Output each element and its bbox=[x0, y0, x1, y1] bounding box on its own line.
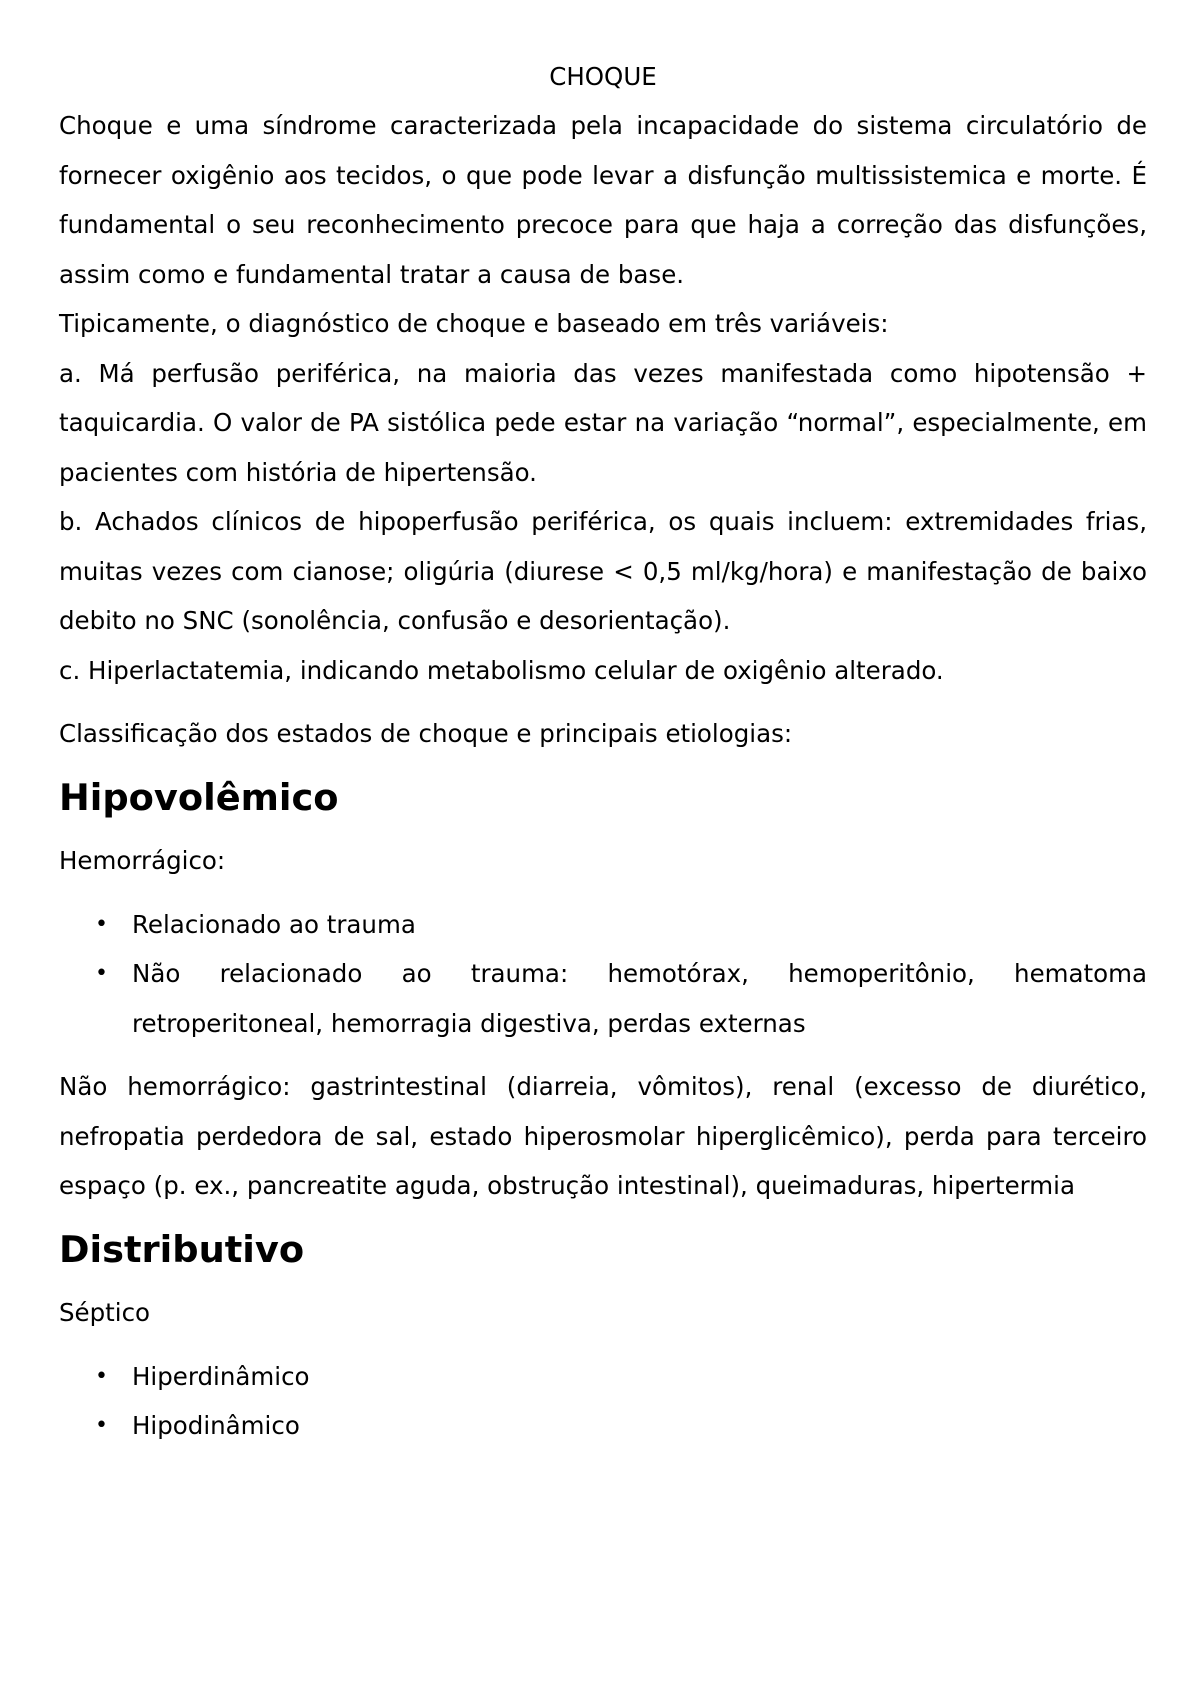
criterion-c: c. Hiperlactatemia, indicando metabolismo celular de oxigênio alterado. bbox=[59, 655, 944, 685]
list-item bbox=[59, 1401, 1147, 1451]
section-heading-distributive: Distributivo bbox=[59, 1227, 305, 1271]
criterion-b: b. Achados clínicos de hipoperfusão periférica, os quais incluem: extremidades frias, muitas vezes com cianose; oligúria (diurese < 0,5 ml/kg/hora) e manifestação de baixo debito no SNC (sonolência, confusão e desorientação). bbox=[59, 507, 1147, 635]
list-item-text: Não relacionado ao trauma: hemotórax, hemoperitônio, hematoma retroperitoneal, hemorragia digestiva, perdas externas bbox=[132, 959, 1147, 1038]
bullet-icon: • bbox=[95, 961, 108, 986]
document-title: CHOQUE bbox=[549, 62, 657, 91]
list-item-text: Hipodinâmico bbox=[132, 1411, 300, 1440]
intro-paragraph: Choque e uma síndrome caracterizada pela incapacidade do sistema circulatório de fornecer oxigênio aos tecidos, o que pode levar a disfunção multissistemica e morte. É fundamental o seu reconhecimento precoce para que haja a correção das disfunções, assim como e fundamental tratar a causa de base. bbox=[59, 111, 1147, 289]
non-hemorrhagic-paragraph: Não hemorrágico: gastrintestinal (diarreia, vômitos), renal (excesso de diurético, nefropatia perdedora de sal, estado hiperosmolar hiperglicêmico), perda para terceiro espaço (p. ex., pancreatite aguda, obstrução intestinal), queimaduras, hipertermia bbox=[59, 1072, 1147, 1200]
diagnosis-intro: Tipicamente, o diagnóstico de choque e baseado em três variáveis: bbox=[59, 309, 889, 338]
bullet-icon: • bbox=[95, 1363, 108, 1389]
list-item bbox=[59, 1352, 1147, 1402]
criterion-a: a. Má perfusão periférica, na maioria das vezes manifestada como hipotensão + taquicardia. O valor de PA sistólica pede estar na variação “normal”, especialmente, em pacientes com história de hipertensão. bbox=[59, 358, 1147, 487]
bullet-icon: • bbox=[95, 1413, 108, 1438]
septic-label: Séptico bbox=[59, 1298, 151, 1327]
section-heading-hypovolemic: Hipovolêmico bbox=[59, 775, 339, 819]
list-item bbox=[59, 900, 1147, 950]
bullet-icon: • bbox=[95, 911, 108, 937]
hemorrhagic-label: Hemorrágico: bbox=[59, 846, 226, 875]
list-item-text: Relacionado ao trauma bbox=[132, 909, 416, 939]
septic-list bbox=[59, 1352, 1147, 1451]
document-page bbox=[59, 52, 1147, 1451]
classification-intro: Classificação dos estados de choque e principais etiologias: bbox=[59, 719, 793, 748]
hemorrhagic-list bbox=[59, 900, 1147, 1049]
list-item-text: Hiperdinâmico bbox=[132, 1361, 310, 1391]
list-item bbox=[59, 949, 1147, 1048]
